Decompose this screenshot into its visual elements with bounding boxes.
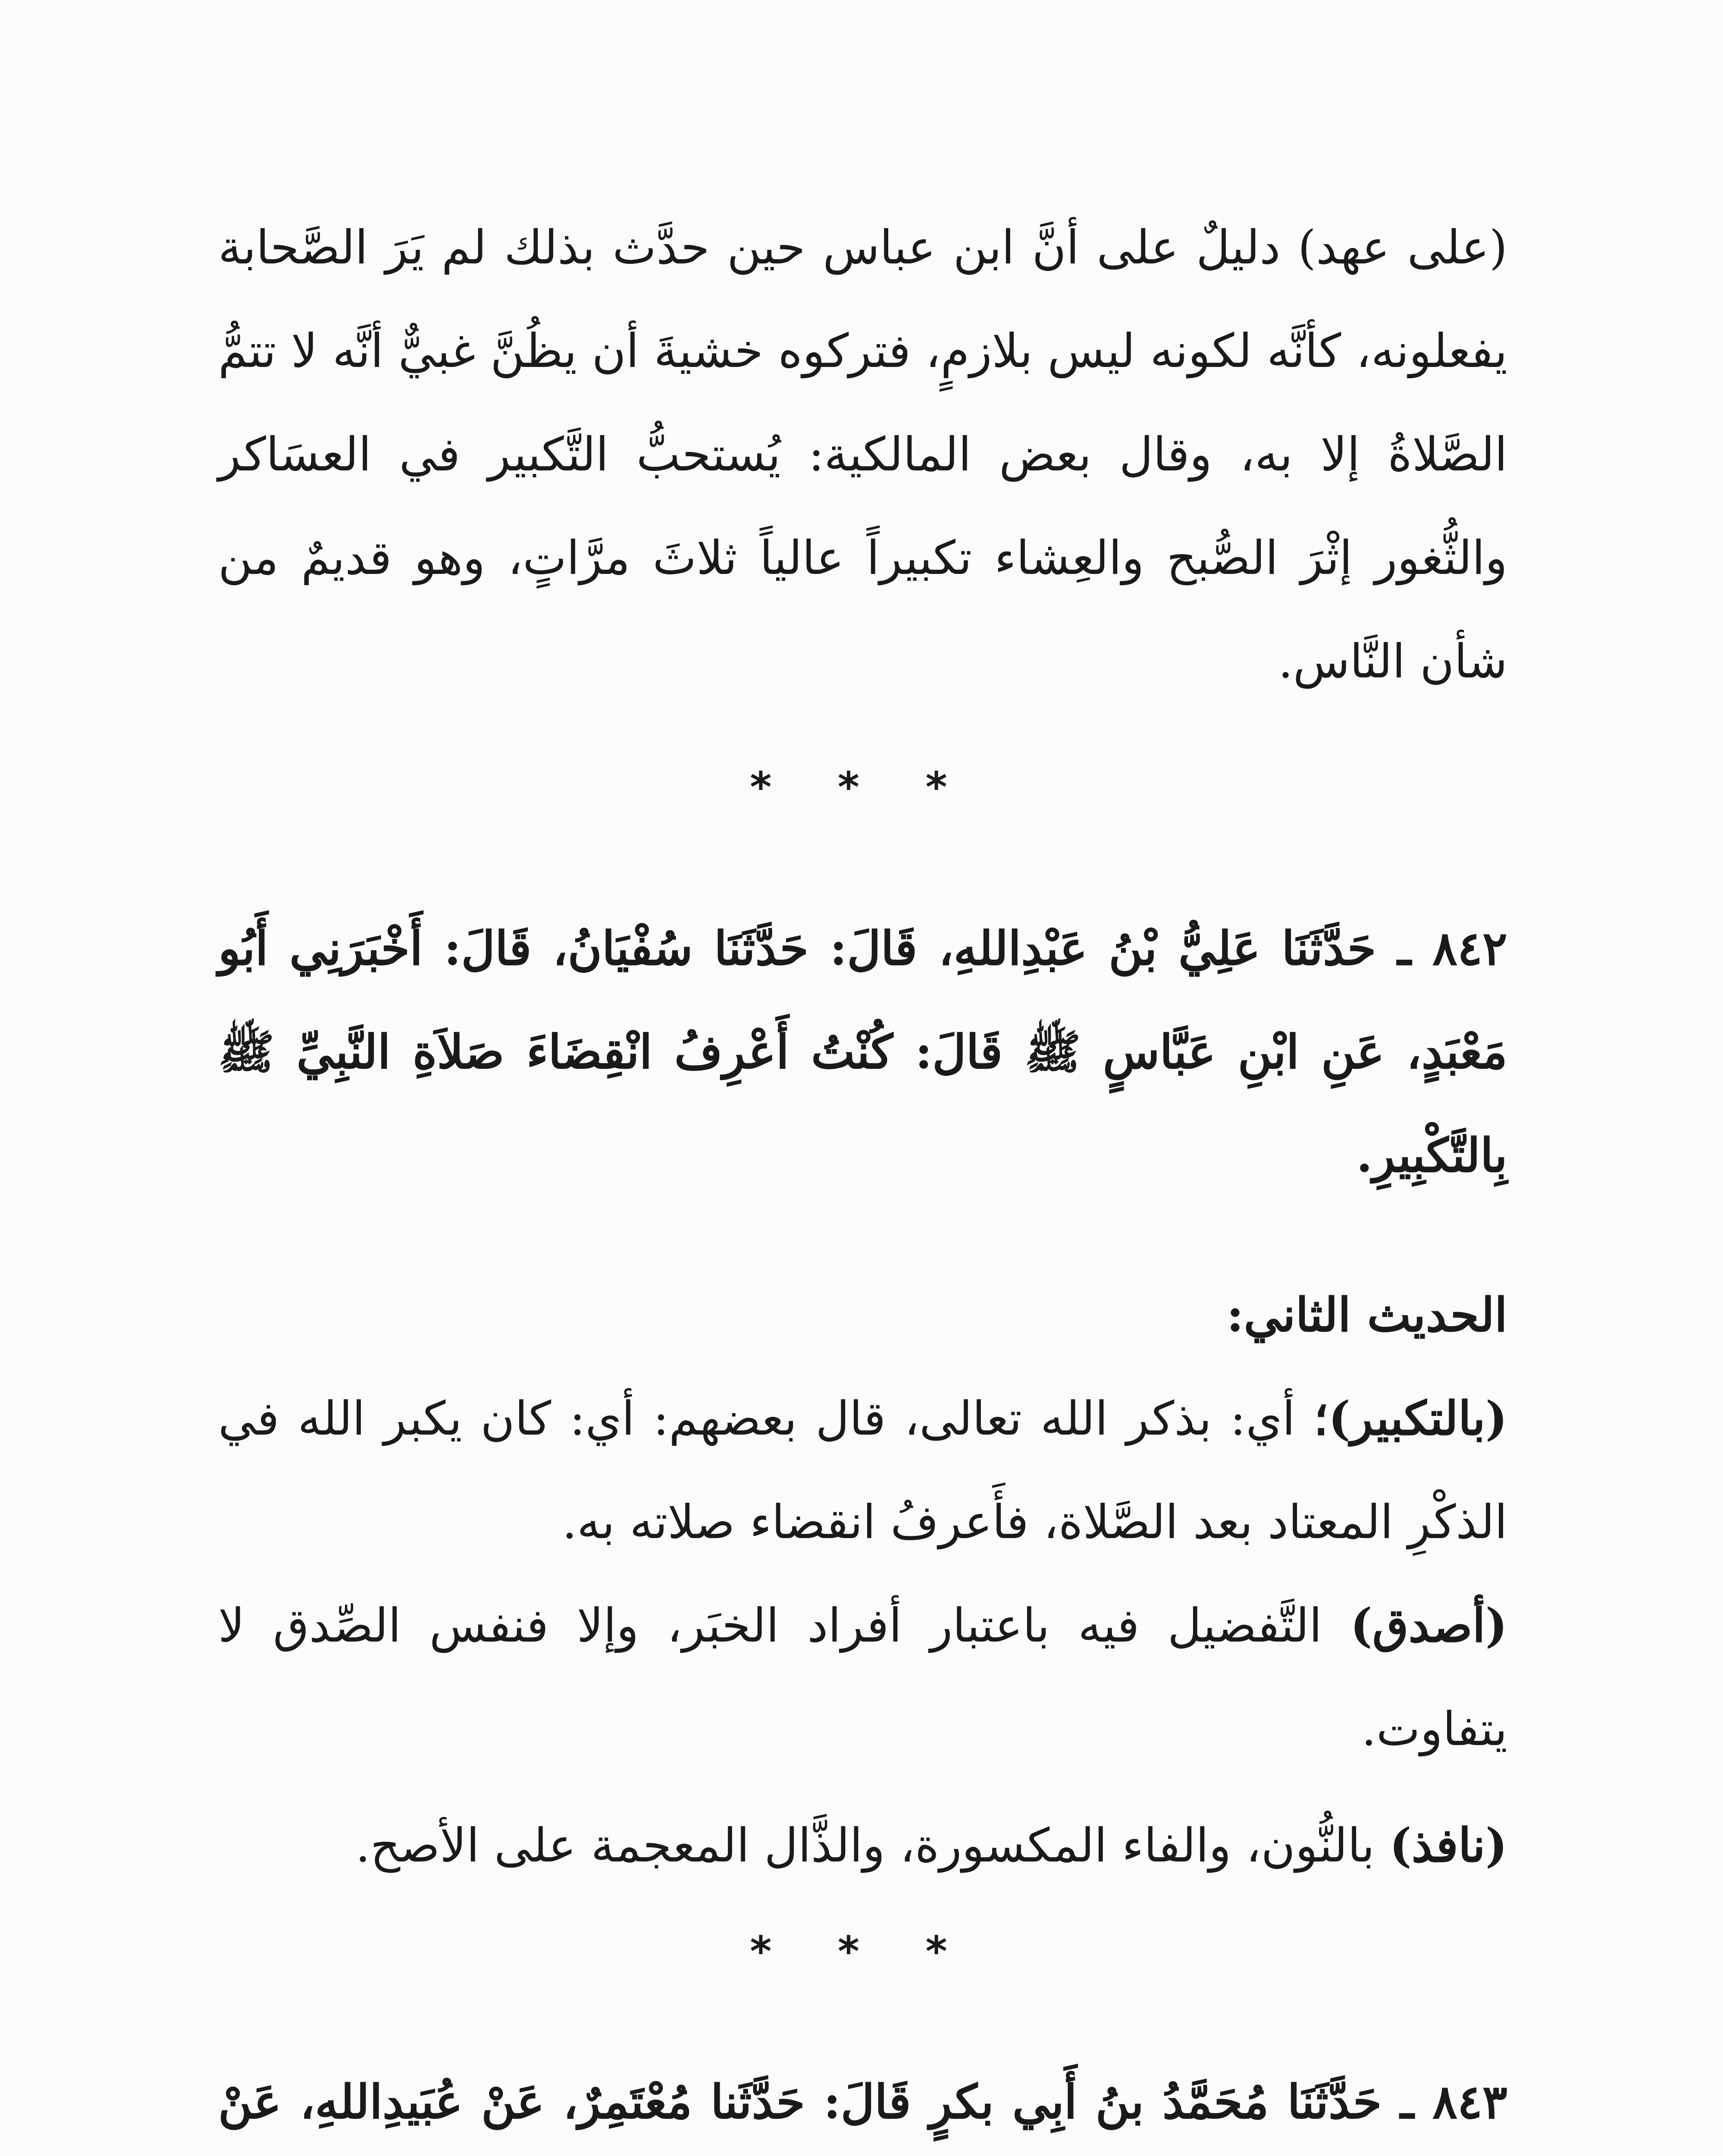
commentary-paragraph-3 bbox=[218, 1574, 1507, 1781]
section-heading bbox=[218, 1263, 1507, 1367]
hadith-842 bbox=[218, 897, 1507, 1207]
commentary-text: أي: بذكر الله تعالى، قال بعضهم: أي: كان يكبر الله في الذكْرِ المعتاد بعد الصَّلاة، فأَعرفُ انقضاء صلاته به. bbox=[218, 1392, 1507, 1549]
commentary-keyword: (بالتكبير)؛ bbox=[1313, 1391, 1507, 1446]
commentary-paragraph-2 bbox=[218, 1367, 1507, 1574]
commentary-text: التَّفضيل فيه باعتبار أفراد الخبَر، وإلا فنفس الصِّدق لا يتفاوت. bbox=[218, 1599, 1507, 1756]
commentary-paragraph-4 bbox=[218, 1794, 1507, 1898]
hadith-843 bbox=[218, 2050, 1507, 2156]
commentary-paragraph-1 bbox=[218, 196, 1507, 714]
commentary-keyword: (نافذ) bbox=[1389, 1818, 1507, 1873]
commentary-text: بالنُّون، والفاء المكسورة، والذَّال المعجمة على الأصح. bbox=[355, 1819, 1390, 1873]
commentary-text: (على عهد) دليلٌ على أنَّ ابن عباس حين حدَّث بذلك لم يَرَ الصَّحابة يفعلونه، كأنَّه لكونه ليس بلازمٍ، فتركوه خشيةَ أن يظُنَّ غبيٌّ أنَّه لا تتمُّ الصَّلاةُ إلا به، وقال بعض المالكية: يُستحبُّ التَّكبير في العسَاكر والثُّغور إثْرَ الصُّبح والعِشاء تكبيراً عالياً ثلاثَ مرَّاتٍ، وهو قديمٌ من شأن النَّاس. bbox=[218, 221, 1507, 689]
section-separator-2: * * * bbox=[750, 1927, 973, 1976]
hadith-text: ٨٤٣ ـ حَدَّثَنَا مُحَمَّدُ بنُ أَبِي بكرٍ قَالَ: حَدَّثَنا مُعْتَمِرٌ، عَنْ عُبَيدِاللهِ، عَنْ bbox=[218, 2075, 1507, 2129]
section-heading-text: الحديث الثاني: bbox=[1226, 1288, 1507, 1342]
section-separator-1: * * * bbox=[750, 763, 973, 812]
hadith-text: ٨٤٢ ـ حَدَّثَنَا عَلِيُّ بْنُ عَبْدِاللهِ، قَالَ: حَدَّثَنَا سُفْيَانُ، قَالَ: أَخْبَرَنِي أَبُو مَعْبَدٍ، عَنِ ابْنِ عَبَّاسٍ ﷺ قَالَ: كُنْتُ أَعْرِفُ انْقِضَاءَ صَلاَةِ النَّبِيِّ ﷺ بِالتَّكْبِيرِ. bbox=[218, 921, 1507, 1183]
commentary-keyword: (أصدق) bbox=[1350, 1598, 1507, 1653]
